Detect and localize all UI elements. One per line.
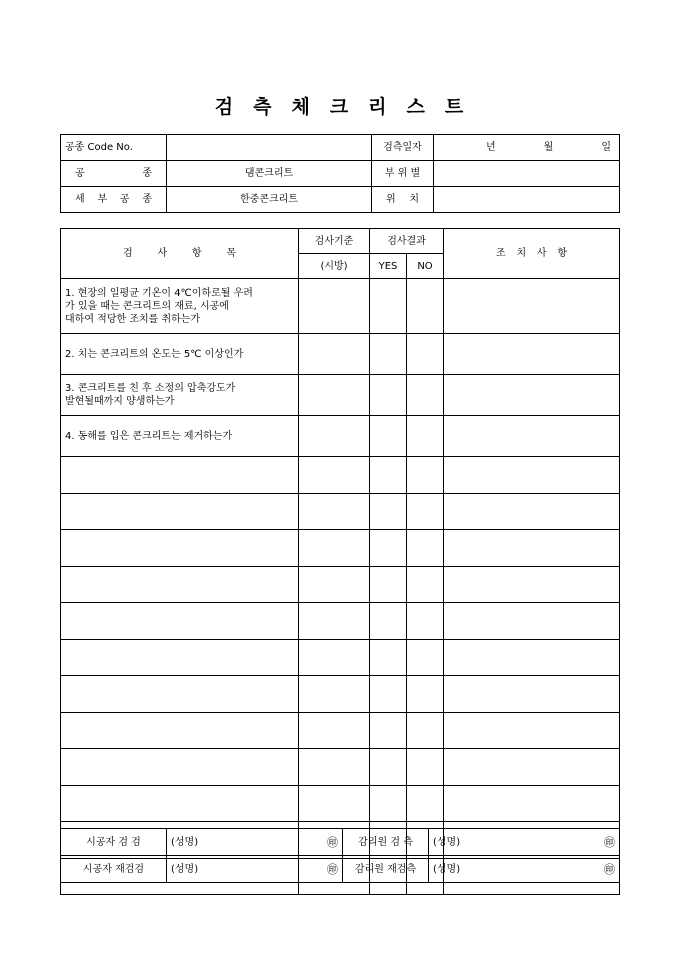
col-standard: 검사기준 (299, 229, 370, 254)
action-cell[interactable] (444, 749, 620, 786)
col-action: 조 치 사 항 (444, 229, 620, 279)
yes-cell[interactable] (370, 457, 407, 494)
action-cell[interactable] (444, 786, 620, 822)
standard-cell[interactable] (299, 494, 370, 530)
action-cell[interactable] (444, 603, 620, 640)
standard-cell[interactable] (299, 640, 370, 676)
position-field[interactable] (434, 187, 620, 213)
yes-cell[interactable] (370, 567, 407, 603)
month-label: 월 (543, 142, 554, 153)
supervisor-resignature-field[interactable]: (성명) ㊞ (429, 856, 620, 883)
standard-cell[interactable] (299, 279, 370, 334)
inspection-item-text: 4. 동해를 입은 콘크리트는 제거하는가 (65, 430, 233, 442)
item-text-cell (61, 279, 299, 334)
yes-cell[interactable] (370, 494, 407, 530)
work-type-label: 공 종 (61, 161, 167, 187)
yes-cell[interactable] (370, 713, 407, 749)
title-char: 스 (406, 96, 427, 118)
action-cell[interactable] (444, 676, 620, 713)
seal-icon: ㊞ (327, 862, 338, 876)
header-row-sub-work-type (61, 187, 620, 213)
contractor-reinspect-label: 시공자 재검검 (61, 856, 167, 883)
title-char: 크 (329, 96, 351, 118)
contractor-resignature-field[interactable]: (성명) ㊞ (167, 856, 343, 883)
col-result: 검사결과 (370, 229, 444, 254)
standard-cell[interactable] (299, 375, 370, 416)
title-char: 검 (214, 96, 236, 118)
table-row (61, 334, 620, 375)
title-char: 측 (253, 96, 274, 118)
supervisor-signature-field[interactable]: (성명) ㊞ (429, 829, 620, 856)
table-row (61, 786, 620, 822)
table-row (61, 713, 620, 749)
item-text-cell (61, 749, 299, 786)
no-cell[interactable] (407, 494, 444, 530)
no-cell[interactable] (407, 416, 444, 457)
item-text-cell (61, 530, 299, 567)
yes-cell[interactable] (370, 416, 407, 457)
header-row-work-type (61, 161, 620, 187)
table-row (61, 749, 620, 786)
item-text-cell (61, 786, 299, 822)
col-standard-sub: (시방) (299, 254, 370, 279)
item-text-cell (61, 375, 299, 416)
supervisor-inspect-label: 감리원 검 측 (343, 829, 429, 856)
yes-cell[interactable] (370, 786, 407, 822)
contractor-signature-field[interactable]: (성명) ㊞ (167, 829, 343, 856)
position-label: 위 치 (372, 187, 434, 213)
inspection-item-text: 1. 현장의 일평균 기온이 4℃이하로될 우려 가 있을 때는 콘크리트의 재료, 시공에 대하여 적당한 조치를 취하는가 (65, 287, 253, 325)
standard-cell[interactable] (299, 567, 370, 603)
header-row-code (61, 135, 620, 161)
table-row (61, 640, 620, 676)
header-table (60, 134, 620, 213)
item-text-cell (61, 713, 299, 749)
item-text-cell (61, 334, 299, 375)
action-cell[interactable] (444, 375, 620, 416)
code-label: 공종 Code No. (61, 135, 167, 161)
checklist-header-row (61, 229, 620, 254)
standard-cell[interactable] (299, 416, 370, 457)
signature-row-first (61, 829, 620, 856)
action-cell[interactable] (444, 279, 620, 334)
no-cell[interactable] (407, 786, 444, 822)
item-text-cell (61, 640, 299, 676)
inspection-item-text: 2. 치는 콘크리트의 온도는 5℃ 이상인가 (65, 348, 244, 360)
no-cell[interactable] (407, 749, 444, 786)
location-part-label: 부 위 별 (372, 161, 434, 187)
no-cell[interactable] (407, 375, 444, 416)
no-cell[interactable] (407, 530, 444, 567)
location-part-field[interactable] (434, 161, 620, 187)
no-cell[interactable] (407, 567, 444, 603)
signature-row-second (61, 856, 620, 883)
title-char: 트 (444, 96, 466, 118)
no-cell[interactable] (407, 334, 444, 375)
day-label: 일 (601, 142, 611, 153)
item-text-cell (61, 457, 299, 494)
standard-cell[interactable] (299, 457, 370, 494)
standard-cell[interactable] (299, 603, 370, 640)
year-label: 년 (486, 142, 496, 153)
standard-cell[interactable] (299, 334, 370, 375)
signature-table (60, 828, 620, 883)
item-text-cell (61, 416, 299, 457)
no-cell[interactable] (407, 713, 444, 749)
yes-cell[interactable] (370, 603, 407, 640)
table-row (61, 279, 620, 334)
title-char: 체 (291, 96, 312, 118)
checklist-table (60, 228, 620, 895)
yes-cell[interactable] (370, 640, 407, 676)
supervisor-reinspect-label: 감리원 재검측 (343, 856, 429, 883)
action-cell[interactable] (444, 567, 620, 603)
sub-work-type-label: 세 부 공 종 (61, 187, 167, 213)
table-row (61, 416, 620, 457)
title-char: 리 (368, 96, 389, 118)
no-cell[interactable] (407, 603, 444, 640)
standard-cell[interactable] (299, 713, 370, 749)
contractor-inspect-label: 시공자 검 검 (61, 829, 167, 856)
standard-cell[interactable] (299, 786, 370, 822)
action-cell[interactable] (444, 334, 620, 375)
code-field[interactable] (167, 135, 372, 161)
action-cell[interactable] (444, 416, 620, 457)
table-row (61, 457, 620, 494)
item-text-cell (61, 494, 299, 530)
table-row (61, 603, 620, 640)
seal-icon: ㊞ (604, 862, 615, 876)
no-cell[interactable] (407, 676, 444, 713)
no-cell[interactable] (407, 457, 444, 494)
work-type-value[interactable]: 댐콘크리트 (167, 161, 372, 187)
no-cell[interactable] (407, 279, 444, 334)
yes-cell[interactable] (370, 334, 407, 375)
item-text-cell (61, 676, 299, 713)
inspection-item-text: 3. 콘크리트를 친 후 소정의 압축강도가 발현될때까지 양생하는가 (65, 383, 236, 407)
table-row (61, 530, 620, 567)
inspection-date-label: 검측일자 (372, 135, 434, 161)
action-cell[interactable] (444, 494, 620, 530)
inspection-date-field[interactable] (434, 135, 620, 161)
standard-cell[interactable] (299, 530, 370, 567)
page-title (0, 92, 680, 119)
sub-work-type-value[interactable]: 한중콘크리트 (167, 187, 372, 213)
yes-cell[interactable] (370, 279, 407, 334)
col-no: NO (407, 254, 444, 279)
standard-cell[interactable] (299, 749, 370, 786)
seal-icon: ㊞ (327, 835, 338, 849)
yes-cell[interactable] (370, 530, 407, 567)
action-cell[interactable] (444, 530, 620, 567)
item-text-cell (61, 567, 299, 603)
action-cell[interactable] (444, 640, 620, 676)
col-inspection-item: 검 사 항 목 (61, 229, 299, 279)
item-text-cell (61, 603, 299, 640)
col-yes: YES (370, 254, 407, 279)
action-cell[interactable] (444, 457, 620, 494)
table-row (61, 375, 620, 416)
yes-cell[interactable] (370, 676, 407, 713)
standard-cell[interactable] (299, 676, 370, 713)
table-row (61, 494, 620, 530)
seal-icon: ㊞ (604, 835, 615, 849)
table-row (61, 676, 620, 713)
yes-cell[interactable] (370, 375, 407, 416)
yes-cell[interactable] (370, 749, 407, 786)
table-row (61, 567, 620, 603)
no-cell[interactable] (407, 640, 444, 676)
action-cell[interactable] (444, 713, 620, 749)
